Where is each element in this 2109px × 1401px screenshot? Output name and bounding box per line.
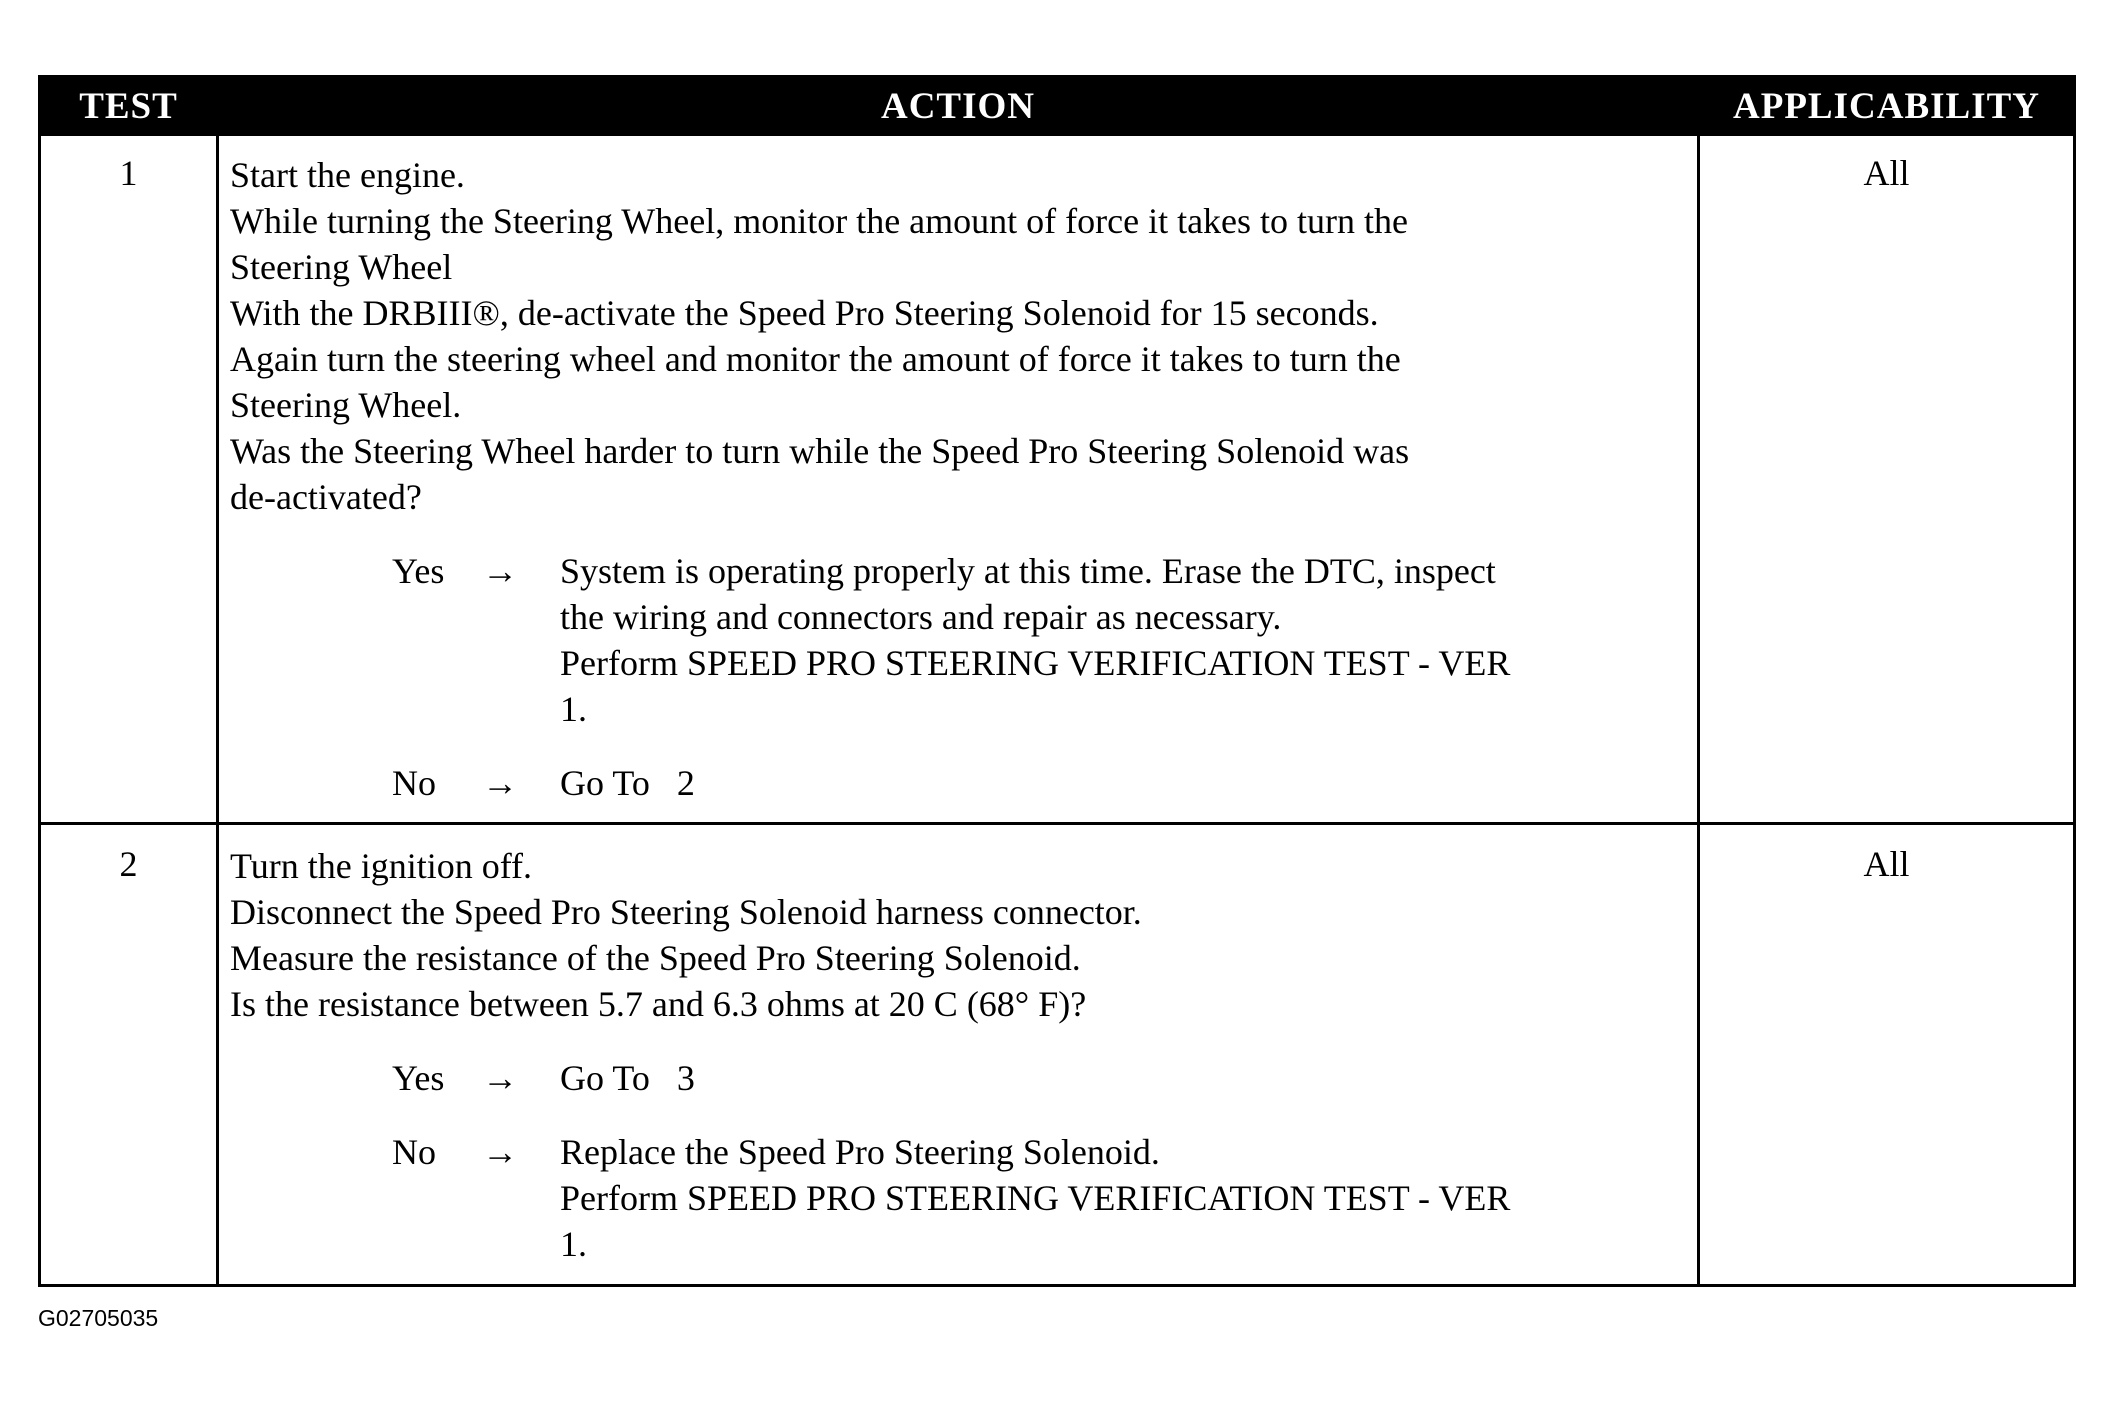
- action-line: Is the resistance between 5.7 and 6.3 ohms at 20 C (68° F)?: [230, 984, 1087, 1024]
- action-line: Steering Wheel: [230, 247, 453, 287]
- yes-branch: [392, 1055, 1690, 1101]
- applicability-2: All: [1863, 844, 1910, 884]
- arrow-icon: →: [482, 1058, 518, 1098]
- no-result: [560, 760, 1690, 806]
- action-line: de-activated?: [230, 477, 422, 517]
- action-cell-1: [230, 152, 1690, 806]
- action-line: Measure the resistance of the Speed Pro Steering Solenoid.: [230, 938, 1081, 978]
- result-line: the wiring and connectors and repair as necessary.: [560, 597, 1282, 637]
- yes-branch: [392, 548, 1690, 732]
- diagnostic-test-table: [38, 75, 2076, 1287]
- no-result: [560, 1129, 1690, 1267]
- action-line: While turning the Steering Wheel, monitor the amount of force it takes to turn the: [230, 201, 1409, 241]
- action-line: Start the engine.: [230, 155, 465, 195]
- action-line: Again turn the steering wheel and monitor the amount of force it takes to turn the: [230, 339, 1401, 379]
- action-line: With the DRBIII®, de-activate the Speed Pro Steering Solenoid for 15 seconds.: [230, 293, 1379, 333]
- column-divider: [1697, 136, 1700, 1284]
- action-line: Turn the ignition off.: [230, 846, 533, 886]
- header-action: ACTION: [880, 86, 1036, 127]
- column-divider: [216, 136, 219, 1284]
- header-applicability: APPLICABILITY: [1733, 86, 2040, 127]
- no-label: No: [392, 1132, 436, 1172]
- yes-label: Yes: [392, 1058, 445, 1098]
- header-test: TEST: [79, 86, 178, 127]
- action-line: Was the Steering Wheel harder to turn while the Speed Pro Steering Solenoid was: [230, 431, 1410, 471]
- action-line: Steering Wheel.: [230, 385, 462, 425]
- yes-label: Yes: [392, 551, 445, 591]
- arrow-icon: →: [482, 551, 518, 591]
- test-number-1: 1: [119, 153, 138, 193]
- result-line: 1.: [560, 1224, 587, 1264]
- yes-result: [560, 548, 1690, 732]
- result-line: Replace the Speed Pro Steering Solenoid.: [560, 1132, 1160, 1172]
- result-line: Perform SPEED PRO STEERING VERIFICATION TEST - VER: [560, 1178, 1511, 1218]
- row-divider: [41, 822, 2073, 825]
- result-line: Perform SPEED PRO STEERING VERIFICATION TEST - VER: [560, 643, 1511, 683]
- yes-result: [560, 1055, 1690, 1101]
- result-line: Go To 2: [560, 763, 695, 803]
- applicability-1: All: [1863, 153, 1910, 193]
- table-header: [41, 78, 2073, 136]
- action-cell-2: [230, 843, 1690, 1267]
- result-line: 1.: [560, 689, 587, 729]
- no-label: No: [392, 763, 436, 803]
- no-branch: [392, 1129, 1690, 1267]
- result-line: System is operating properly at this time. Erase the DTC, inspect: [560, 551, 1496, 591]
- test-number-2: 2: [119, 844, 138, 884]
- result-line: Go To 3: [560, 1058, 695, 1098]
- action-line: Disconnect the Speed Pro Steering Solenoid harness connector.: [230, 892, 1142, 932]
- arrow-icon: →: [482, 1132, 518, 1172]
- no-branch: [392, 760, 1690, 806]
- figure-id: G02705035: [38, 1305, 159, 1331]
- arrow-icon: →: [482, 763, 518, 803]
